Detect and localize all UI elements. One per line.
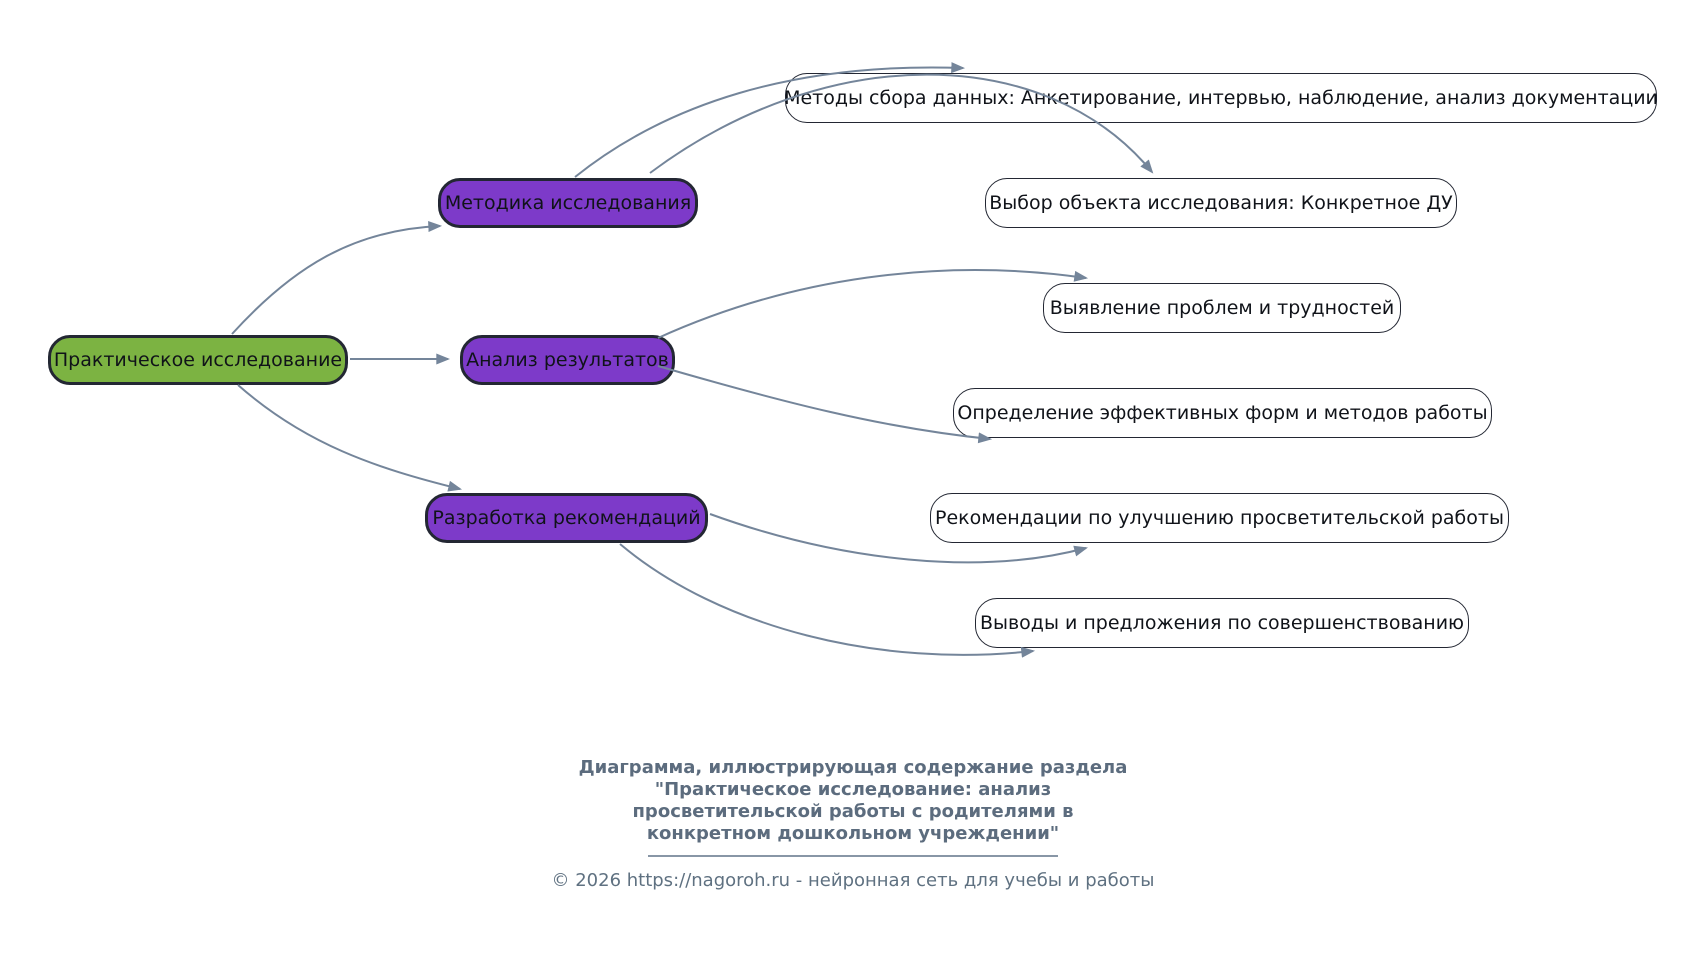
edge-recommendations-to-conclusions	[620, 544, 1033, 655]
node-leaf-effective-forms: Определение эффективных форм и методов работы	[953, 388, 1492, 438]
caption-divider	[648, 855, 1058, 857]
node-branch-recommendations: Разработка рекомендаций	[425, 493, 708, 543]
edge-root-to-recommendations	[238, 385, 460, 489]
node-leaf-problems-identification: Выявление проблем и трудностей	[1043, 283, 1401, 333]
node-root: Практическое исследование	[48, 335, 348, 385]
node-leaf-conclusions: Выводы и предложения по совершенствованию	[975, 598, 1469, 648]
node-branch-methodology: Методика исследования	[438, 178, 698, 228]
caption-title-line: просветительской работы с родителями в	[632, 801, 1074, 822]
copyright-text: © 2026 https://nagoroh.ru - нейронная сеть для учебы и работы	[551, 870, 1155, 891]
caption	[433, 757, 1273, 891]
node-leaf-object-selection: Выбор объекта исследования: Конкретное ДУ	[985, 178, 1457, 228]
edge-analysis-to-effective-forms	[658, 366, 990, 439]
node-leaf-data-collection-methods: Методы сбора данных: Анкетирование, интервью, наблюдение, анализ документации	[785, 73, 1657, 123]
node-branch-analysis: Анализ результатов	[460, 335, 675, 385]
edge-analysis-to-problems	[658, 270, 1086, 338]
edge-root-to-methodology	[232, 226, 440, 334]
caption-title-line: "Практическое исследование: анализ	[654, 779, 1052, 800]
caption-title-line: Диаграмма, иллюстрирующая содержание раздела	[578, 757, 1128, 778]
caption-title-line: конкретном дошкольном учреждении"	[646, 823, 1060, 844]
node-leaf-improvement-recommendations: Рекомендации по улучшению просветительской работы	[930, 493, 1509, 543]
